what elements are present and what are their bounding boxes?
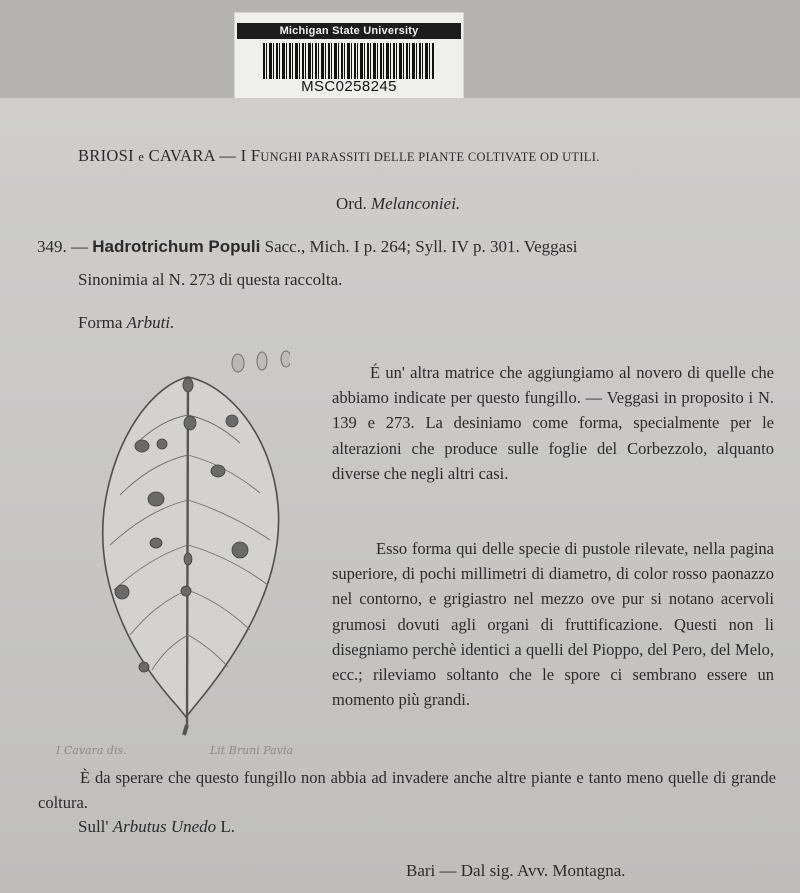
forma-line: Forma Arbuti.	[78, 313, 175, 332]
spore-drawings	[232, 351, 290, 372]
description-paragraph-3: È da sperare che questo fungillo non abbia ad invadere anche altre piante e tanto meno quelle di grande coltura.	[38, 768, 776, 812]
leaf-drawing	[103, 377, 279, 735]
species-name: Hadrotrichum Populi	[92, 237, 261, 256]
barcode-institution: Michigan State University	[237, 23, 461, 39]
leaf-illustration	[90, 345, 290, 740]
order-line: Ord. Melanconiei.	[336, 194, 461, 213]
entry-synonymy: Sinonimia al N. 273 di questa raccolta.	[78, 270, 343, 289]
illustrator-credit: I Cavara dis.	[56, 744, 127, 757]
description-paragraph-2: Esso forma qui delle specie di pustole rilevate, nella pagina superiore, di pochi millimetri di diametro, di color rosso paonazzo nel contorno, e grigiastro nel mezzo ove pur si notano acervoli grumosi dovuti agli organi di fruttificazione. Questi non li disegniamo perchè identici a quelli del Pioppo, del Pero, del Melo, ecc.; rileviamo soltanto che le spore ci sembrano essere un momento più grandi.	[332, 539, 774, 710]
barcode-label	[234, 12, 464, 100]
publication-header: BRIOSI e CAVARA — I FUNGHI PARASSITI DELLE PIANTE COLTIVATE OD UTILI.	[78, 146, 600, 165]
barcode-bars	[263, 43, 435, 79]
entry-number: 349.	[37, 237, 67, 256]
description-paragraph-1: É un' altra matrice che aggiungiamo al novero di quelle che abbiamo indicate per questo fungillo. — Veggasi in proposito i N. 139 e 273. La desiniamo come forma, specialmente per le alterazioni che produce sulle foglie del Corbezzolo, alquanto diverse che negli altri casi.	[332, 363, 774, 483]
entry-heading: 349. — Hadrotrichum Populi Sacc., Mich. I p. 264; Syll. IV p. 301. Veggasi	[37, 237, 578, 256]
collector-line: Bari — Dal sig. Avv. Montagna.	[406, 861, 626, 880]
host-line: Sull' Arbutus Unedo L.	[78, 817, 236, 836]
barcode-number: MSC0258245	[301, 78, 397, 95]
entry-citation: Sacc., Mich. I p. 264; Syll. IV p. 301. Veggasi	[264, 237, 578, 256]
lithographer-credit: Lit Bruni Pavia	[210, 744, 294, 757]
